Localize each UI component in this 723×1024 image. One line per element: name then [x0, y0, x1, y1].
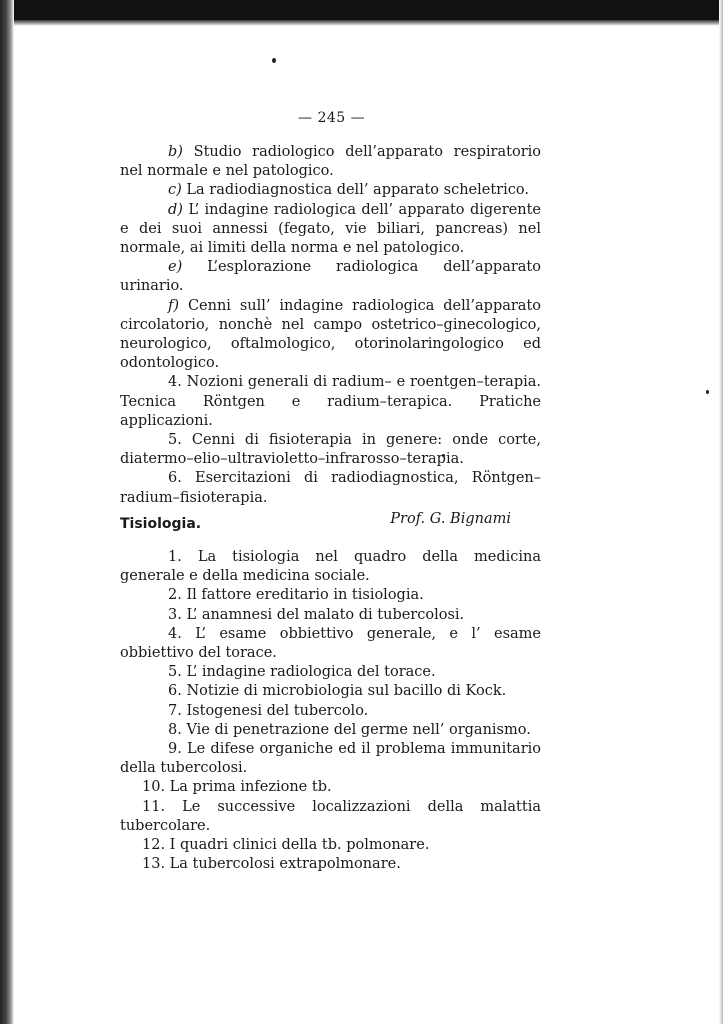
paragraph — [120, 297, 541, 374]
list-item: 1. La tisiologia nel quadro della medicina generale e della medicina sociale. — [120, 549, 541, 585]
item-label: c) — [168, 182, 182, 199]
paragraph-text: L’esplorazione radiologica dell’apparato urinario. — [120, 259, 541, 295]
tisiologia-list — [120, 548, 541, 874]
list-item: 2. Il fattore ereditario in tisiologia. — [168, 587, 424, 604]
list-item: 4. L’ esame obbiettivo generale, e l’ esame obbiettivo del torace. — [120, 625, 541, 662]
scan-top-border — [0, 0, 723, 20]
scan-left-border — [0, 0, 14, 1024]
list-item: 5. L’ indagine radiologica del torace. — [168, 664, 436, 681]
page-number: — 245 — — [298, 110, 366, 126]
list-item: 9. Le difese organiche ed il problema immunitario della tubercolosi. — [120, 741, 541, 777]
item-label: b) — [168, 144, 183, 160]
list-item: 6. Notizie di microbiologia sul bacillo di Kock. — [168, 683, 507, 700]
paragraph-text: 6. Esercitazioni di radiodiagnostica, Röntgen–radium–fisioterapia. — [120, 470, 541, 506]
scan-right-border — [719, 0, 723, 1024]
paragraph-text: 4. Nozioni generali di radium– e roentgen–terapia. Tecnica Röntgen e radium–terapica. Pratiche applicazioni. — [120, 374, 541, 429]
signature: Prof. G. Bignami — [390, 510, 511, 527]
scan-speck — [272, 58, 276, 63]
paragraph-text: 5. Cenni di fisioterapia in genere: onde corte, diatermo–elio–ultravioletto–infrarosso–terapia. — [120, 432, 541, 468]
paragraph-text: L’ indagine radiologica dell’ apparato digerente e dei suoi annessi (fegato, vie biliari, pancreas) nel normale, ai limiti della norma e nel patologico. — [120, 201, 541, 257]
list-item: 7. Istogenesi del tubercolo. — [168, 702, 369, 719]
radiology-section — [120, 143, 541, 529]
list-item: 13. La tubercolosi extrapolmonare. — [142, 856, 401, 873]
scan-top-shadow — [0, 20, 723, 26]
list-item: 12. I quadri clinici della tb. polmonare. — [142, 837, 430, 854]
list-item: 11. Le successive localizzazioni della malattia tubercolare. — [120, 798, 541, 834]
paragraph-text: Studio radiologico dell’apparato respiratorio nel normale e nel patologico. — [120, 144, 541, 180]
paragraph — [120, 431, 541, 469]
paragraph — [120, 143, 541, 181]
section-heading: Tisiologia. — [120, 516, 202, 532]
list-item: 10. La prima infezione tb. — [142, 779, 332, 796]
paragraph-text: La radiodiagnostica dell’ apparato scheletrico. — [181, 182, 529, 199]
paragraph — [120, 373, 541, 431]
paragraph — [120, 258, 541, 296]
item-label: d) — [168, 201, 183, 218]
list-item: 8. Vie di penetrazione del germe nell’ organismo. — [168, 721, 531, 738]
paragraph-text: Cenni sull’ indagine radiologica dell’apparato circolatorio, nonchè nel campo ostetrico–ginecologico, neurologico, oftalmologico, otorinolaringologico ed odontologico. — [120, 297, 541, 372]
list-item: 3. L’ anamnesi del malato di tubercolosi. — [168, 606, 465, 623]
paragraph — [120, 181, 541, 200]
item-label: f) — [168, 297, 180, 314]
scan-speck — [706, 390, 709, 394]
paragraph — [120, 469, 541, 507]
paragraph — [120, 201, 541, 259]
item-label: e) — [168, 259, 183, 276]
